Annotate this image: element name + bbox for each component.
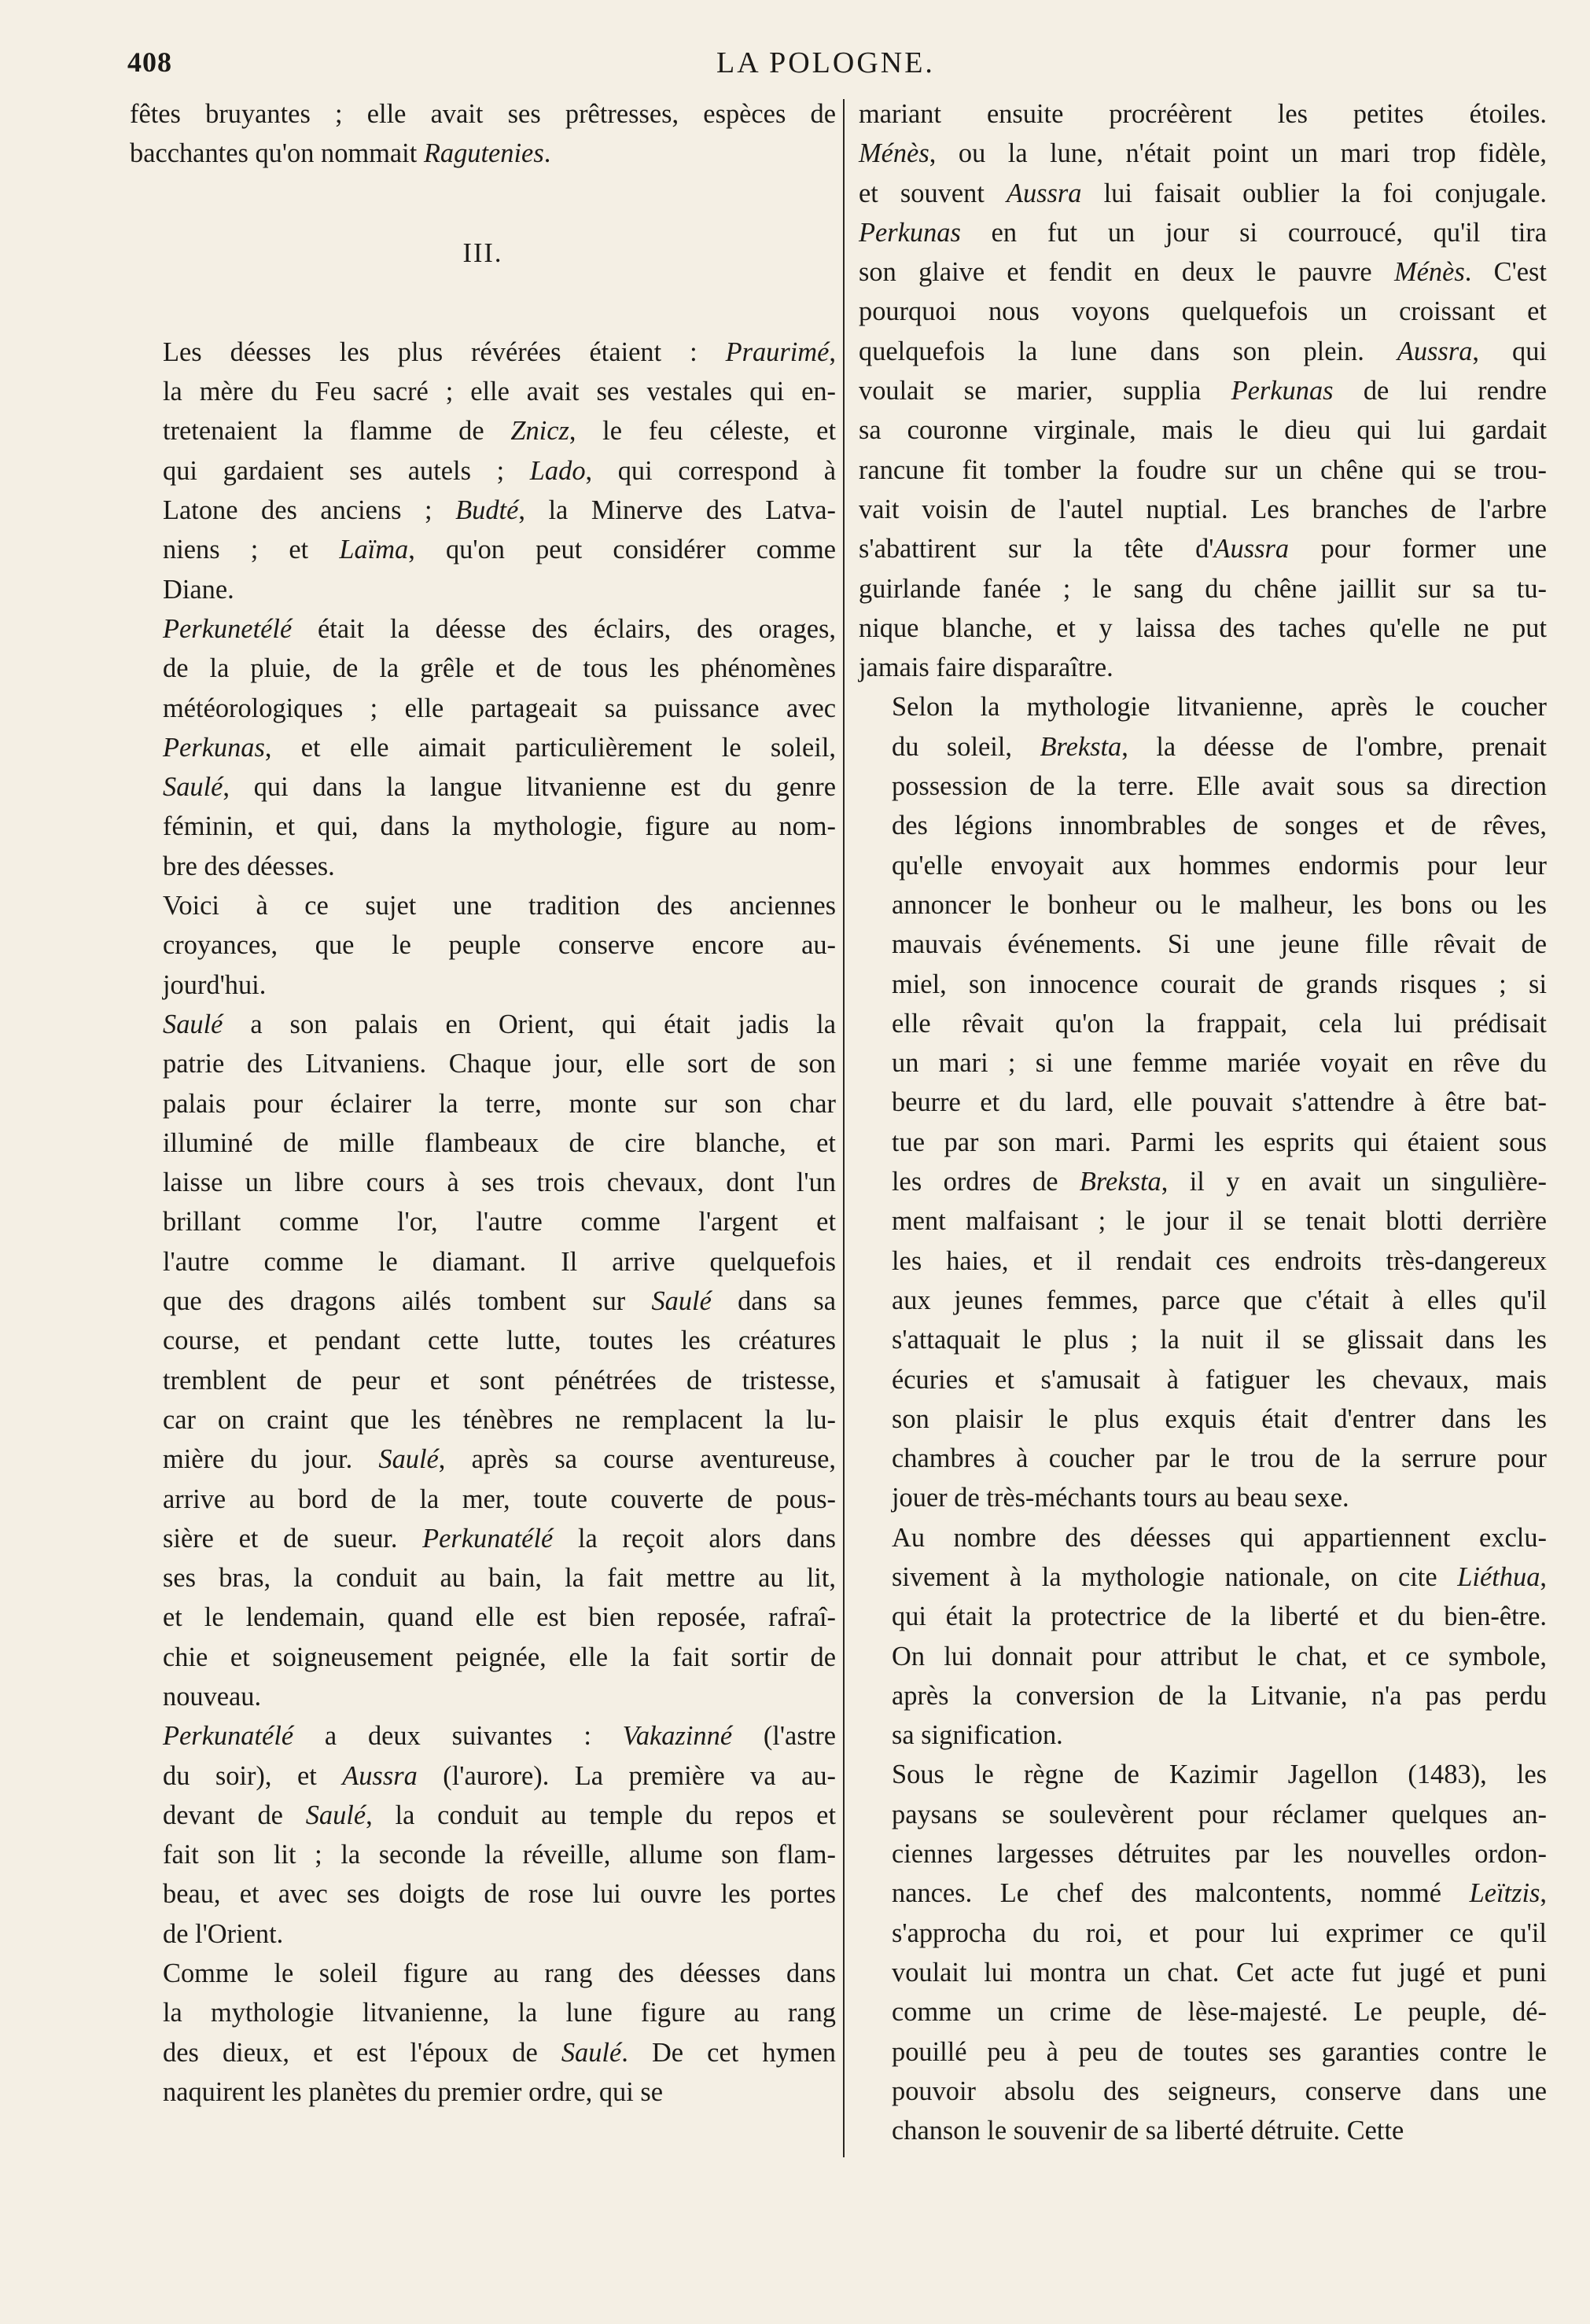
text-line: s'attaquait le plus ; la nuit il se glissait dans les bbox=[892, 1325, 1547, 1355]
text-line: pouvoir absolu des seigneurs, conserve dans une bbox=[892, 2076, 1547, 2106]
text-line: nique blanche, et y laissa des taches qu'elle ne put bbox=[859, 612, 1547, 643]
text-line: de l'Orient. bbox=[163, 1918, 284, 1949]
paragraph bbox=[859, 687, 1547, 1517]
text-line: Voici à ce sujet une tradition des anciennes bbox=[163, 891, 836, 921]
text-line: rancune fit tomber la foudre sur un chêne qui se trou- bbox=[859, 454, 1547, 485]
text-line: chambres à coucher par le trou de la serrure pour bbox=[892, 1443, 1547, 1474]
text-line: Comme le soleil figure au rang des déesses dans bbox=[163, 1958, 836, 1989]
text-line: Perkunetélé était la déesse des éclairs, des orages, bbox=[163, 613, 836, 644]
text-line: jourd'hui. bbox=[163, 969, 267, 1000]
text-line: fêtes bruyantes ; elle avait ses prêtresses, espèces de bbox=[130, 99, 836, 129]
paragraph bbox=[130, 609, 836, 886]
page-header bbox=[118, 46, 1533, 85]
text-line: Diane. bbox=[163, 574, 234, 605]
text-line: guirlande fanée ; le sang du chêne jaillit sur sa tu- bbox=[859, 573, 1547, 604]
text-line: Perkunas en fut un jour si courroucé, qu'il tira bbox=[859, 217, 1547, 248]
text-line: s'approcha du roi, et pour lui exprimer ce qu'il bbox=[892, 1918, 1547, 1948]
text-line: l'autre comme le diamant. Il arrive quelquefois bbox=[163, 1246, 836, 1277]
text-line: Saulé, qui dans la langue litvanienne est du genre bbox=[163, 772, 836, 803]
text-line: bacchantes qu'on nommait Ragutenies. bbox=[130, 138, 551, 169]
text-line: chanson le souvenir de sa liberté détruite. Cette bbox=[892, 2116, 1404, 2146]
text-line: fait son lit ; la seconde la réveille, allume son flam- bbox=[163, 1840, 836, 1870]
text-line: possession de la terre. Elle avait sous sa direction bbox=[892, 771, 1547, 802]
text-line: sière et de sueur. Perkunatélé la reçoit alors dans bbox=[163, 1523, 837, 1554]
text-line: illuminé de mille flambeaux de cire blanche, et bbox=[163, 1127, 836, 1158]
text-line: mauvais événements. Si une jeune fille rêvait de bbox=[892, 929, 1547, 960]
text-line: des dieux, et est l'époux de Saulé. De cet hymen bbox=[163, 2037, 836, 2068]
paragraph bbox=[859, 1755, 1547, 2150]
text-line: Sous le règne de Kazimir Jagellon (1483), les bbox=[892, 1760, 1547, 1790]
text-line: niens ; et Laïma, qu'on peut considérer comme bbox=[163, 535, 836, 565]
text-line: nances. Le chef des malcontents, nommé Leïtzis, bbox=[892, 1878, 1547, 1909]
text-line: un mari ; si une femme mariée voyait en rêve du bbox=[892, 1048, 1547, 1079]
text-line: météorologiques ; elle partageait sa puissance avec bbox=[163, 693, 836, 723]
text-line: Latone des anciens ; Budté, la Minerve des Latva- bbox=[163, 495, 836, 526]
text-line: nouveau. bbox=[163, 1681, 262, 1712]
text-line: Ménès, ou la lune, n'était point un mari trop fidèle, bbox=[859, 138, 1547, 169]
text-line: quelquefois la lune dans son plein. Aussra, qui bbox=[859, 336, 1547, 366]
text-line: car on craint que les ténèbres ne remplacent la lu- bbox=[163, 1404, 836, 1435]
running-title: LA POLOGNE. bbox=[716, 46, 935, 79]
text-line: Perkunatélé a deux suivantes : Vakazinné (l'astre bbox=[163, 1721, 836, 1752]
text-line: brillant comme l'or, l'autre comme l'argent et bbox=[163, 1207, 836, 1237]
text-line: mière du jour. Saulé, après sa course aventureuse, bbox=[163, 1444, 836, 1475]
page-number: 408 bbox=[127, 46, 172, 78]
text-line: Perkunas, et elle aimait particulièrement le soleil, bbox=[163, 732, 836, 763]
column-divider bbox=[843, 99, 845, 2157]
text-line: ciennes largesses détruites par les nouvelles ordon- bbox=[892, 1839, 1547, 1870]
text-line: Saulé a son palais en Orient, qui était jadis la bbox=[163, 1009, 836, 1039]
text-line: du soir), et Aussra (l'aurore). La première va au- bbox=[163, 1760, 837, 1791]
text-line: ment malfaisant ; le jour il se tenait blotti derrière bbox=[892, 1206, 1547, 1237]
text-line: sivement à la mythologie nationale, on cite Liéthua, bbox=[892, 1561, 1547, 1592]
text-line: du soleil, Breksta, la déesse de l'ombre, prenait bbox=[892, 731, 1547, 762]
text-line: arrive au bord de la mer, toute couverte de pous- bbox=[163, 1484, 836, 1514]
left-column bbox=[130, 94, 836, 2112]
text-line: aux jeunes femmes, parce que c'était à elles qu'il bbox=[892, 1285, 1547, 1315]
text-line: la mère du Feu sacré ; elle avait ses vestales qui en- bbox=[163, 377, 836, 407]
text-line: Selon la mythologie litvanienne, après le coucher bbox=[892, 692, 1547, 723]
text-line: croyances, que le peuple conserve encore au- bbox=[163, 930, 836, 961]
text-line: tue par son mari. Parmi les esprits qui étaient sous bbox=[892, 1127, 1547, 1157]
paragraph bbox=[130, 1005, 836, 1716]
paragraph bbox=[130, 94, 836, 174]
section-heading: III. bbox=[462, 237, 503, 268]
text-line: palais pour éclairer la terre, monte sur son char bbox=[163, 1088, 836, 1119]
text-line: annoncer le bonheur ou le malheur, les bons ou les bbox=[892, 889, 1547, 920]
text-line: chie et soigneusement peignée, elle la fait sortir de bbox=[163, 1642, 836, 1672]
text-line: la mythologie litvanienne, la lune figure au rang bbox=[163, 1998, 836, 2028]
text-line: voulait se marier, supplia Perkunas de lui rendre bbox=[859, 376, 1547, 406]
paragraph bbox=[130, 333, 836, 609]
text-line: de la pluie, de la grêle et de tous les phénomènes bbox=[163, 653, 836, 684]
text-line: qui était la protectrice de la liberté et du bien-être. bbox=[892, 1601, 1547, 1632]
text-line: course, et pendant cette lutte, toutes les créatures bbox=[163, 1326, 836, 1356]
text-line: et souvent Aussra lui faisait oublier la foi conjugale. bbox=[859, 178, 1547, 208]
text-line: sa signification. bbox=[892, 1720, 1063, 1751]
text-line: laisse un libre cours à ses trois chevaux, dont l'un bbox=[163, 1168, 836, 1198]
text-line: après la conversion de la Litvanie, n'a pas perdu bbox=[892, 1680, 1547, 1711]
text-line: voulait lui montra un chat. Cet acte fut jugé et puni bbox=[892, 1957, 1547, 1988]
right-column bbox=[859, 94, 1547, 2150]
text-line: qui gardaient ses autels ; Lado, qui correspond à bbox=[163, 455, 836, 486]
text-line: naquirent les planètes du premier ordre, qui se bbox=[163, 2076, 664, 2107]
text-line: ses bras, la conduit au bain, la fait mettre au lit, bbox=[163, 1563, 836, 1594]
text-line: paysans se soulevèrent pour réclamer quelques an- bbox=[892, 1799, 1547, 1829]
paragraph bbox=[130, 886, 836, 1005]
text-line: qu'elle envoyait aux hommes endormis pour leur bbox=[892, 850, 1547, 881]
text-line: pourquoi nous voyons quelquefois un croissant et bbox=[859, 296, 1547, 327]
text-line: son glaive et fendit en deux le pauvre Ménès. C'est bbox=[859, 257, 1547, 288]
text-line: patrie des Litvaniens. Chaque jour, elle sort de son bbox=[163, 1049, 836, 1079]
text-line: les ordres de Breksta, il y en avait un singulière- bbox=[892, 1167, 1547, 1197]
text-line: féminin, et qui, dans la mythologie, figure au nom- bbox=[163, 811, 836, 842]
paragraph bbox=[859, 1518, 1547, 1756]
text-line: elle rêvait qu'on la frappait, cela lui prédisait bbox=[892, 1008, 1547, 1039]
text-line: pouillé peu à peu de toutes ses garanties contre le bbox=[892, 2036, 1547, 2067]
text-line: jamais faire disparaître. bbox=[859, 653, 1113, 683]
text-line: beau, et avec ses doigts de rose lui ouvre les portes bbox=[163, 1879, 836, 1910]
text-line: miel, son innocence courait de grands risques ; si bbox=[892, 969, 1547, 999]
text-line: Les déesses les plus révérées étaient : Praurimé, bbox=[163, 336, 836, 367]
text-line: que des dragons ailés tombent sur Saulé dans sa bbox=[163, 1286, 836, 1317]
text-line: jouer de très-méchants tours au beau sexe. bbox=[892, 1483, 1349, 1513]
text-line: beurre et du lard, elle pouvait s'attendre à être bat- bbox=[892, 1087, 1547, 1118]
paragraph bbox=[859, 94, 1547, 687]
text-line: et le lendemain, quand elle est bien reposée, rafraî- bbox=[163, 1602, 836, 1633]
text-line: s'abattirent sur la tête d'Aussra pour former une bbox=[859, 534, 1547, 564]
text-line: bre des déesses. bbox=[163, 851, 335, 881]
text-line: son plaisir le plus exquis était d'entrer dans les bbox=[892, 1403, 1547, 1434]
text-line: On lui donnait pour attribut le chat, et ce symbole, bbox=[892, 1641, 1547, 1671]
text-line: tremblent de peur et sont pénétrées de tristesse, bbox=[163, 1365, 836, 1396]
text-line: écuries et s'amusait à fatiguer les chevaux, mais bbox=[892, 1364, 1547, 1395]
text-line: tretenaient la flamme de Znicz, le feu céleste, et bbox=[163, 416, 837, 447]
text-line: des légions innombrables de songes et de rêves, bbox=[892, 811, 1547, 841]
text-line: vait voisin de l'autel nuptial. Les branches de l'arbre bbox=[859, 494, 1547, 524]
paragraph bbox=[130, 1954, 836, 2112]
paragraph bbox=[130, 1716, 836, 1954]
text-line: les haies, et il rendait ces endroits très-dangereux bbox=[892, 1245, 1547, 1276]
text-line: sa couronne virginale, mais le dieu qui lui gardait bbox=[859, 415, 1547, 446]
text-line: Au nombre des déesses qui appartiennent exclu- bbox=[892, 1522, 1547, 1553]
text-line: mariant ensuite procréèrent les petites étoiles. bbox=[859, 99, 1547, 129]
text-line: devant de Saulé, la conduit au temple du repos et bbox=[163, 1800, 836, 1830]
text-line: comme un crime de lèse-majesté. Le peuple, dé- bbox=[892, 1997, 1547, 2028]
